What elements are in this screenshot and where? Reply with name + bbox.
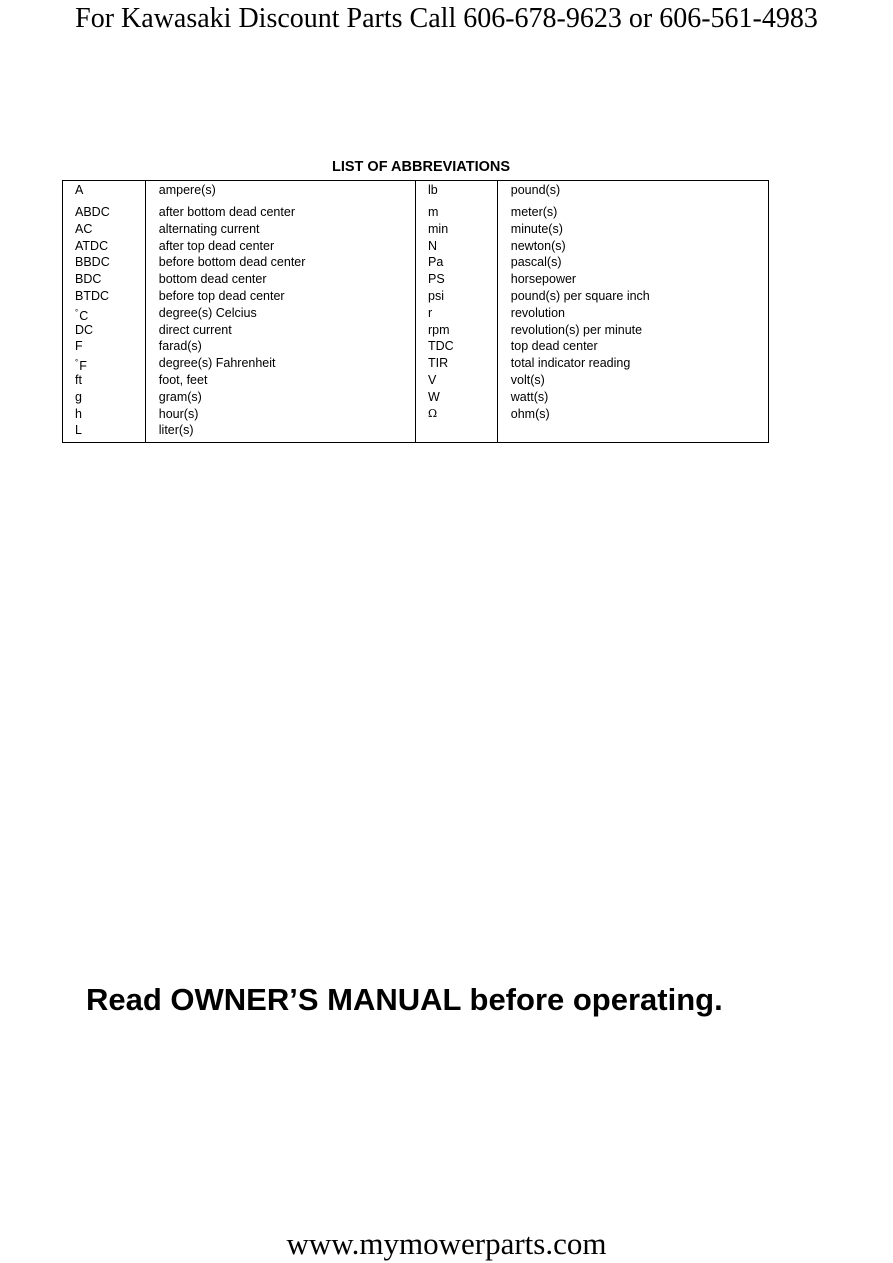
meaning-cell: minute(s) [510,221,563,236]
abbreviation-cell: DC [75,322,94,337]
abbreviation-cell: BDC [75,272,102,287]
abbreviation-cell: TIR [428,356,449,371]
abbreviation-text: F [79,359,87,374]
abbreviation-text: C [79,308,89,323]
meaning-cell: bottom dead center [158,272,267,287]
abbreviation-cell: min [428,221,449,236]
abbreviation-cell: rpm [428,322,450,337]
abbreviation-cell-ohm: Ω [428,406,438,420]
meaning-cell: pascal(s) [510,255,562,270]
meaning-cell: after bottom dead center [158,205,295,219]
meaning-cell: before top dead center [158,288,285,303]
meaning-cell: farad(s) [158,339,202,354]
meaning-cell: pound(s) per square inch [510,288,650,303]
header-banner: For Kawasaki Discount Parts Call 606-678-9623 or 606-561-4983 [75,3,818,34]
abbreviation-cell: PS [428,272,445,287]
meaning-cell: foot, feet [158,372,208,387]
meaning-cell: alternating current [158,221,260,236]
right-meaning-column [497,181,768,442]
meaning-cell: direct current [158,322,232,337]
abbreviation-cell: m [428,205,439,219]
meaning-cell: pound(s) [510,183,561,197]
abbreviation-cell: F [75,339,83,354]
abbreviation-cell: h [75,406,82,421]
meaning-cell: top dead center [510,339,598,354]
abbreviation-cell-fahrenheit [75,355,145,372]
abbreviation-cell: V [428,372,437,387]
abbreviation-cell: W [428,389,440,404]
meaning-cell: degree(s) Celcius [158,305,257,320]
abbreviation-cell: BTDC [75,288,110,303]
abbreviation-cell: g [75,389,82,404]
abbreviation-cell: BBDC [75,255,110,270]
meaning-cell: after top dead center [158,238,275,253]
degree-symbol: ° [75,307,79,317]
abbreviation-cell: A [75,183,84,197]
meaning-cell: liter(s) [158,423,194,438]
meaning-cell: horsepower [510,272,577,287]
abbreviation-cell: Pa [428,255,444,270]
meaning-cell: hour(s) [158,406,199,421]
abbreviation-cell: ABDC [75,205,110,219]
meaning-cell: gram(s) [158,389,202,404]
meaning-cell: ohm(s) [510,406,550,421]
abbreviation-cell: lb [428,183,438,197]
abbreviation-cell: r [428,305,433,320]
abbreviation-cell: N [428,238,438,253]
left-meaning-column [145,181,415,442]
abbreviation-cell: L [75,423,82,438]
meaning-cell: newton(s) [510,238,566,253]
meaning-cell: revolution(s) per minute [510,322,643,337]
owners-manual-notice: Read OWNER’S MANUAL before operating. [86,982,723,1017]
abbreviation-cell: AC [75,221,93,236]
meaning-cell: watt(s) [510,389,549,404]
abbreviation-cell: ATDC [75,238,109,253]
meaning-cell: degree(s) Fahrenheit [158,356,276,371]
degree-symbol: ° [75,358,79,368]
abbreviation-cell: TDC [428,339,454,354]
meaning-cell: before bottom dead center [158,255,306,270]
meaning-cell: total indicator reading [510,356,631,371]
meaning-cell: revolution [510,305,565,320]
left-abbreviation-column [63,181,145,442]
meaning-cell: volt(s) [510,372,545,387]
abbreviation-cell-celsius [75,305,145,322]
abbreviations-table [62,180,769,443]
right-abbreviation-column [415,181,497,442]
abbreviation-cell: psi [428,288,444,303]
table-title: LIST OF ABBREVIATIONS [331,159,511,175]
abbreviation-cell: ft [75,372,82,387]
meaning-cell: meter(s) [510,205,558,219]
meaning-cell: ampere(s) [158,183,216,197]
footer-url: www.mymowerparts.com [286,1226,607,1261]
